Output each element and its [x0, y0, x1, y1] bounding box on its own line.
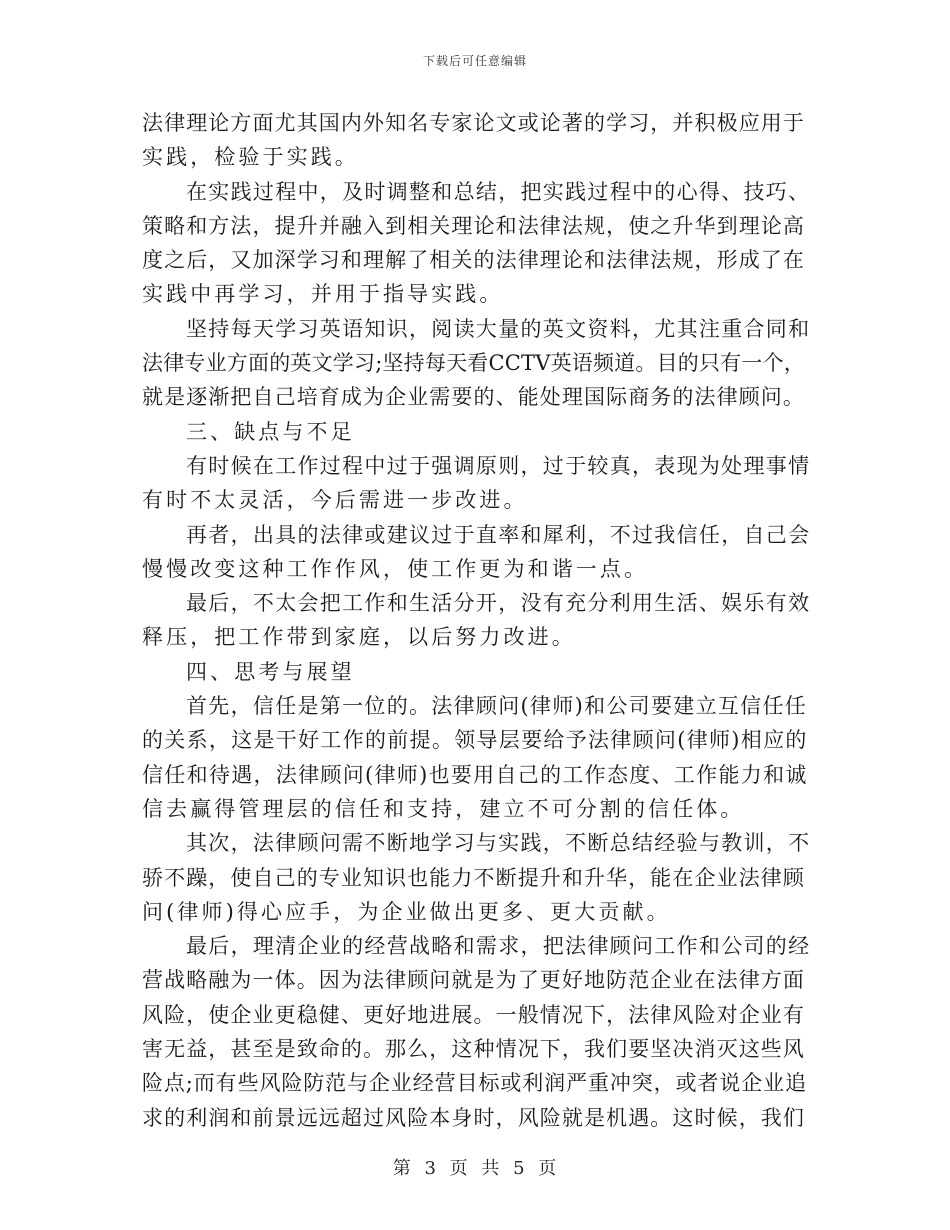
- text-line: 风险，使企业更稳健、更好地进展。一般情况下，法律风险对企业有: [142, 1002, 805, 1027]
- paragraph-start: 最后，不太会把工作和生活分开，没有充分利用生活、娱乐有效: [186, 591, 811, 616]
- text-line: 害无益，甚至是致命的。那么，这种情况下，我们要坚决消灭这些风: [142, 1037, 805, 1062]
- text-line: 险点;而有些风险防范与企业经营目标或利润严重冲突，或者说企业追: [142, 1071, 807, 1096]
- page-number: 第 3 页 共 5 页: [392, 1158, 558, 1179]
- text-line: 慢慢改变这种工作作风，使工作更为和谐一点。: [142, 556, 649, 581]
- text-line: 实践中再学习，并用于指导实践。: [142, 282, 504, 307]
- text-line: 法律专业方面的英文学习;坚持每天看CCTV英语频道。目的只有一个，: [142, 351, 805, 376]
- text-line: 骄不躁，使自己的专业知识也能力不断提升和升华，能在企业法律顾: [142, 865, 805, 890]
- text-line: 有时不太灵活，今后需进一步改进。: [142, 488, 528, 513]
- section-heading: 三、缺点与不足: [186, 419, 355, 444]
- paragraph-start: 有时候在工作过程中过于强调原则，过于较真，表现为处理事情: [186, 453, 811, 478]
- paragraph-start: 其次，法律顾问需不断地学习与实践，不断总结经验与教训，不: [186, 831, 811, 856]
- page-header: 下载后可任意编辑: [422, 54, 527, 68]
- text-line: 营战略融为一体。因为法律顾问就是为了更好地防范企业在法律方面: [142, 968, 805, 993]
- text-line: 问(律师)得心应手，为企业做出更多、更大贡献。: [142, 899, 671, 924]
- text-line: 信任和待遇，法律顾问(律师)也要用自己的工作态度、工作能力和诚: [142, 762, 808, 787]
- paragraph-start: 坚持每天学习英语知识，阅读大量的英文资料，尤其注重合同和: [186, 316, 811, 341]
- text-line: 实践，检验于实践。: [142, 145, 359, 170]
- text-line: 释压，把工作带到家庭，以后努力改进。: [142, 625, 576, 650]
- text-line: 信去赢得管理层的信任和支持，建立不可分割的信任体。: [142, 796, 745, 821]
- text-line: 策略和方法，提升并融入到相关理论和法律法规，使之升华到理论高: [142, 213, 805, 238]
- paragraph-start: 再者，出具的法律或建议过于直率和犀利，不过我信任，自己会: [186, 522, 811, 547]
- paragraph-start: 首先，信任是第一位的。法律顾问(律师)和公司要建立互信任任: [186, 694, 808, 719]
- paragraph-start: 最后，理清企业的经营战略和需求，把法律顾问工作和公司的经: [186, 934, 811, 959]
- document-body: [142, 106, 810, 1135]
- section-heading: 四、思考与展望: [186, 659, 355, 684]
- text-line: 求的利润和前景远远超过风险本身时，风险就是机遇。这时候，我们: [142, 1105, 805, 1130]
- text-line: 就是逐渐把自己培育成为企业需要的、能处理国际商务的法律顾问。: [142, 385, 805, 410]
- text-line: 法律理论方面尤其国内外知名专家论文或论著的学习，并积极应用于: [142, 111, 805, 135]
- text-line: 度之后，又加深学习和理解了相关的法律理论和法律法规，形成了在: [142, 248, 805, 273]
- paragraph-start: 在实践过程中，及时调整和总结，把实践过程中的心得、技巧、: [186, 179, 811, 204]
- text-line: 的关系，这是干好工作的前提。领导层要给予法律顾问(律师)相应的: [142, 728, 808, 753]
